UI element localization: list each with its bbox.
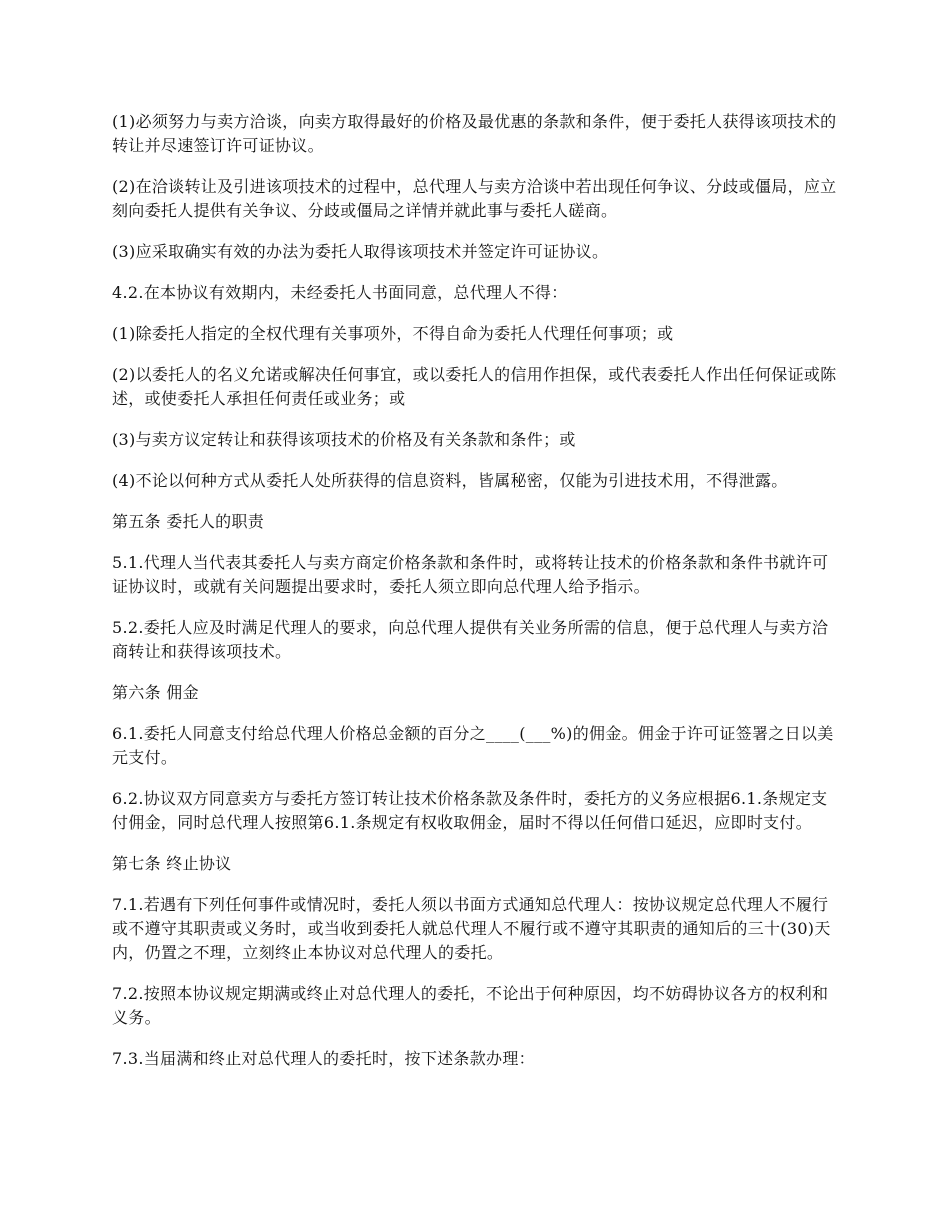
clause-7-1: 7.1.若遇有下列任何事件或情况时，委托人须以书面方式通知总代理人：按协议规定总代理人不履行或不遵守其职责或义务时，或当收到委托人就总代理人不履行或不遵守其职责的通知后的三十(30)天内，仍置之不理，立刻终止本协议对总代理人的委托。 xyxy=(112,895,831,962)
paragraph-4-2-4: (4)不论以何种方式从委托人处所获得的信息资料，皆属秘密，仅能为引进技术用，不得泄露。 xyxy=(112,471,788,490)
clause-5-2: 5.2.委托人应及时满足代理人的要求，向总代理人提供有关业务所需的信息，便于总代理人与卖方洽商转让和获得该项技术。 xyxy=(112,618,829,661)
article-7-heading: 第七条 终止协议 xyxy=(112,854,232,873)
paragraph-3: (3)应采取确实有效的办法为委托人取得该项技术并签定许可证协议。 xyxy=(112,242,609,261)
paragraph-4-2-1: (1)除委托人指定的全权代理有关事项外，不得自命为委托人代理任何事项；或 xyxy=(112,324,674,343)
article-6-heading: 第六条 佣金 xyxy=(112,683,199,702)
clause-4-2: 4.2.在本协议有效期内，未经委托人书面同意，总代理人不得： xyxy=(112,283,568,302)
paragraph-2: (2)在洽谈转让及引进该项技术的过程中，总代理人与卖方洽谈中若出现任何争议、分歧或僵局，应立刻向委托人提供有关争议、分歧或僵局之详情并就此事与委托人磋商。 xyxy=(112,177,837,220)
clause-7-2: 7.2.按照本协议规定期满或终止对总代理人的委托，不论出于何种原因，均不妨碍协议各方的权利和义务。 xyxy=(112,984,829,1027)
paragraph-4-2-3: (3)与卖方议定转让和获得该项技术的价格及有关条款和条件；或 xyxy=(112,430,576,449)
clause-6-1: 6.1.委托人同意支付给总代理人价格总金额的百分之____(___%)的佣金。佣金于许可证签署之日以美元支付。 xyxy=(112,724,834,767)
document-body xyxy=(112,110,840,1088)
article-5-heading: 第五条 委托人的职责 xyxy=(112,512,265,531)
paragraph-1: (1)必须努力与卖方洽谈，向卖方取得最好的价格及最优惠的条款和条件，便于委托人获得该项技术的转让并尽速签订许可证协议。 xyxy=(112,112,837,155)
clause-6-2: 6.2.协议双方同意卖方与委托方签订转让技术价格条款及条件时，委托方的义务应根据6.1.条规定支付佣金，同时总代理人按照第6.1.条规定有权收取佣金，届时不得以任何借口延迟，应即时支付。 xyxy=(112,789,828,832)
clause-7-3: 7.3.当届满和终止对总代理人的委托时，按下述条款办理： xyxy=(112,1049,535,1068)
clause-5-1: 5.1.代理人当代表其委托人与卖方商定价格条款和条件时，或将转让技术的价格条款和条件书就许可证协议时，或就有关问题提出要求时，委托人须立即向总代理人给予指示。 xyxy=(112,553,829,596)
paragraph-4-2-2: (2)以委托人的名义允诺或解决任何事宜，或以委托人的信用作担保，或代表委托人作出任何保证或陈述，或使委托人承担任何责任或业务；或 xyxy=(112,365,837,408)
